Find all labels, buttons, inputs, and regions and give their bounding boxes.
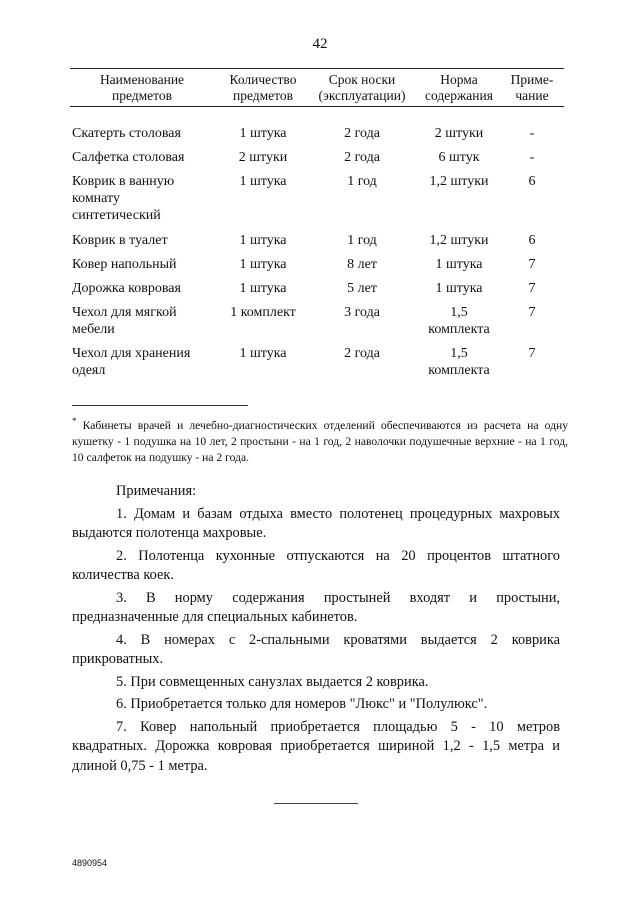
table-cell-line: 1 штука (239, 126, 287, 141)
column-header-line: (эксплуатации) (318, 88, 406, 103)
table-cell (506, 256, 558, 273)
table-cell-line: 3 года (344, 305, 380, 320)
note-item: 1. Домам и базам отдыха вместо полотенец процедурных махровых выдаются полотенца махровые. (72, 505, 560, 541)
table-cell (312, 304, 412, 321)
table-cell (414, 232, 504, 249)
table-cell-line: 2 штуки (238, 150, 288, 165)
note-item: 7. Ковер напольный приобретается площадью 5 - 10 метров квадратных. Дорожка ковровая приобретается шириной 1,2 - 1,5 метра и длиной 0,75 - 1 метра. (72, 718, 560, 774)
table-cell (222, 173, 304, 190)
footnote-separator (72, 405, 248, 406)
table-cell (506, 345, 558, 362)
column-header-line: Срок носки (328, 72, 396, 87)
table-cell (506, 149, 558, 166)
notes-title: Примечания: (116, 483, 197, 499)
document-code: 4890954 (72, 858, 108, 868)
table-cell (222, 256, 304, 273)
table-cell (72, 149, 212, 166)
table-header-rule (70, 106, 564, 107)
column-header (312, 72, 412, 104)
column-header-line: предметов (232, 88, 294, 103)
table-cell (312, 125, 412, 142)
table-cell (312, 345, 412, 362)
table-cell (72, 173, 212, 224)
table-cell-line: Дорожка ковровая (72, 281, 181, 296)
table-cell-line: Салфетка столовая (72, 150, 185, 165)
table-cell (72, 256, 212, 273)
table-cell (72, 304, 212, 338)
table-cell (414, 256, 504, 273)
column-header-line: содержания (425, 88, 493, 103)
table-cell (72, 232, 212, 249)
table-cell-line: - (529, 126, 535, 141)
table-cell-line: одеял (72, 363, 106, 378)
column-header (72, 72, 212, 104)
table-cell-line: Ковер напольный (72, 257, 177, 272)
table-cell-line: 6 (528, 174, 536, 189)
table-cell-line: 5 лет (347, 281, 377, 296)
table-cell-line: 1,2 штуки (429, 233, 489, 248)
table-cell-line: 1,5 (450, 305, 468, 320)
table-cell (506, 280, 558, 297)
footnote (72, 418, 568, 466)
table-cell (414, 280, 504, 297)
table-cell-line: 1 штука (239, 233, 287, 248)
table-cell (72, 280, 212, 297)
table-cell-line: 2 штуки (434, 126, 484, 141)
table-cell-line: 1 комплект (230, 305, 296, 320)
note-item: 4. В номерах с 2-спальными кроватями выдается 2 коврика прикроватных. (72, 631, 560, 667)
column-header-line: предметов (111, 88, 173, 103)
table-cell (414, 173, 504, 190)
table-cell-line: Чехол для хранения (72, 346, 191, 361)
table-cell-line: 1 штука (435, 281, 483, 296)
table-cell-line: 7 (528, 346, 536, 361)
table-cell (414, 125, 504, 142)
table-cell-line: 2 года (344, 346, 380, 361)
table-cell (312, 173, 412, 190)
column-header-line: чание (515, 88, 549, 103)
column-header (414, 72, 504, 104)
table-cell-line: 6 штук (438, 150, 480, 165)
table-cell-line: 1 год (347, 174, 377, 189)
end-separator (274, 803, 358, 804)
column-header (506, 72, 558, 104)
column-header-line: Количество (229, 72, 297, 87)
table-cell-line: Коврик в туалет (72, 233, 168, 248)
table-cell-line: 7 (528, 305, 536, 320)
table-cell-line: 6 (528, 233, 536, 248)
table-cell-line: 1,2 штуки (429, 174, 489, 189)
table-cell-line: - (529, 150, 535, 165)
table-cell (222, 304, 304, 321)
table-cell (506, 173, 558, 190)
table-cell-line: Коврик в ванную (72, 174, 175, 189)
column-header-line: Приме- (510, 72, 554, 87)
table-cell-line: 1 штука (435, 257, 483, 272)
table-cell-line: Чехол для мягкой (72, 305, 177, 320)
table-cell-line: 7 (528, 281, 536, 296)
table-cell (414, 304, 504, 338)
table-cell-line: 1 штука (239, 257, 287, 272)
table-cell (312, 256, 412, 273)
table-cell (506, 304, 558, 321)
table-cell (222, 149, 304, 166)
table-cell-line: комплекта (428, 363, 490, 378)
table-top-rule (70, 68, 564, 69)
table-cell (312, 149, 412, 166)
table-cell (222, 345, 304, 362)
note-item: 2. Полотенца кухонные отпускаются на 20 процентов штатного количества коек. (72, 547, 560, 583)
table-cell-line: 1 штука (239, 281, 287, 296)
table-cell-line: 1 штука (239, 346, 287, 361)
table-cell (72, 125, 212, 142)
footnote-mark: * (72, 416, 77, 427)
column-header-line: Норма (440, 72, 478, 87)
table-cell (72, 345, 212, 379)
table-cell-line: комплекта (428, 322, 490, 337)
footnote-text: Кабинеты врачей и лечебно-диагностических отделений обеспечиваются из расчета на одну кушетку - 1 подушка на 10 лет, 2 простыни - на 1 год, 2 наволочки подушечные верхние - на 1 год, 10 салфеток на подушку - на 2 года. (72, 419, 569, 464)
table-cell-line: 1,5 (450, 346, 468, 361)
notes-list (72, 505, 560, 777)
table-cell (222, 125, 304, 142)
table-cell-line: 2 года (344, 150, 380, 165)
table-cell-line: 8 лет (347, 257, 377, 272)
table-cell-line: 2 года (344, 126, 380, 141)
page-number: 42 (312, 36, 328, 52)
note-item: 5. При совмещенных санузлах выдается 2 коврика. (116, 673, 429, 690)
note-item: 3. В норму содержания простыней входят и простыни, предназначенные для специальных кабинетов. (72, 589, 560, 625)
table-cell-line: синтетический (72, 208, 161, 223)
table-cell-line: мебели (72, 322, 115, 337)
notes-section (72, 482, 560, 779)
table-cell-line: 7 (528, 257, 536, 272)
table-cell (506, 125, 558, 142)
table-cell (222, 280, 304, 297)
table-cell (312, 280, 412, 297)
column-header (222, 72, 304, 104)
table-cell (312, 232, 412, 249)
table-cell (222, 232, 304, 249)
table-cell (414, 149, 504, 166)
note-item: 6. Приобретается только для номеров "Люкс" и "Полулюкс". (116, 696, 488, 712)
table-cell-line: Скатерть столовая (72, 126, 181, 141)
table-cell-line: 1 штука (239, 174, 287, 189)
table-cell (414, 345, 504, 379)
column-header-line: Наименование (99, 72, 185, 87)
table-cell-line: комнату (72, 191, 120, 206)
table-cell (506, 232, 558, 249)
table-cell-line: 1 год (347, 233, 377, 248)
